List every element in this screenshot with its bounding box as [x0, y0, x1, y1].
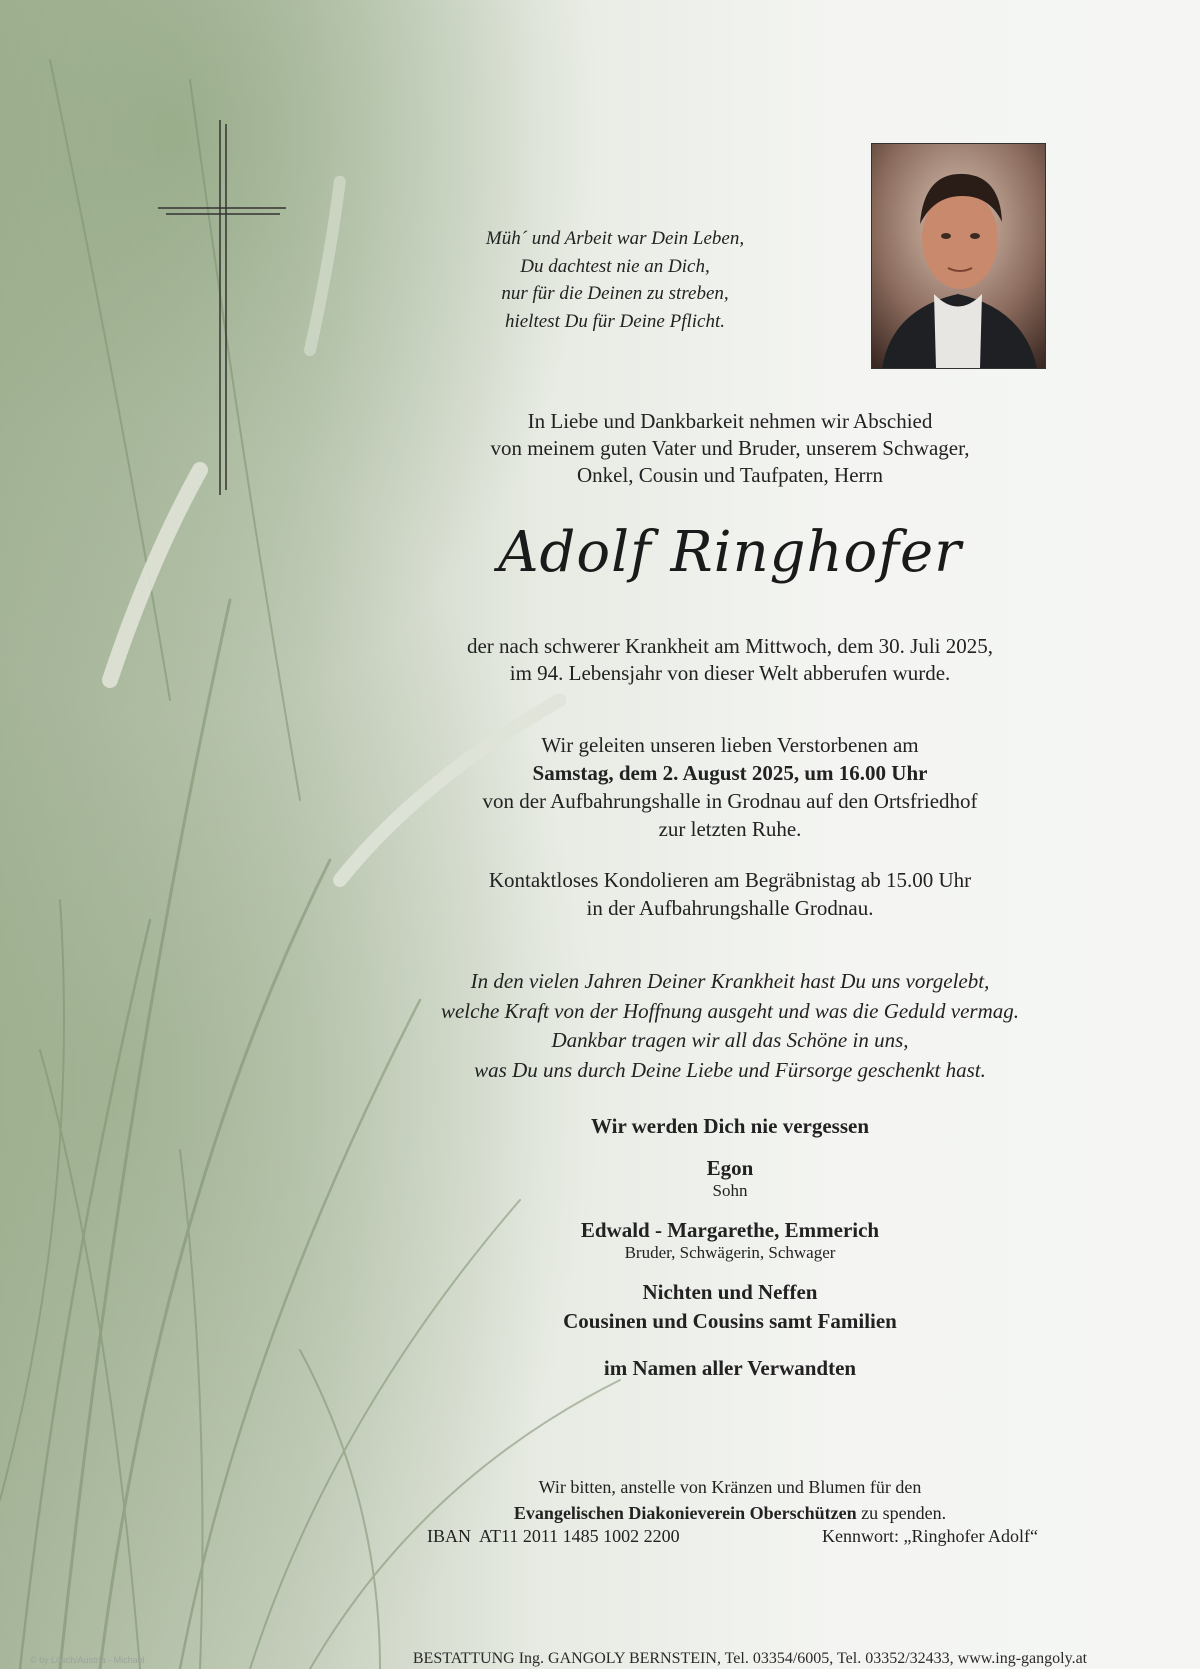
quote-line: was Du uns durch Deine Liebe und Fürsorge geschenkt hast. [474, 1057, 986, 1082]
donation-request [400, 1474, 1060, 1526]
funeral-line: Wir geleiten unseren lieben Verstorbenen am [541, 733, 919, 757]
donation-line: Wir bitten, anstelle von Kränzen und Blumen für den [538, 1477, 922, 1497]
death-notice [400, 633, 1060, 687]
condolence-line: in der Aufbahrungshalle Grodnau. [586, 896, 874, 920]
family-relation: Bruder, Schwägerin, Schwager [624, 1243, 836, 1262]
donation-line [400, 1500, 1060, 1526]
intro-line: Onkel, Cousin und Taufpaten, Herrn [576, 463, 884, 487]
iban: IBAN AT11 2011 1485 1002 2200 [427, 1526, 680, 1546]
condolence-line: Kontaktloses Kondolieren am Begräbnistag ab 15.00 Uhr [488, 868, 972, 892]
cross-icon [158, 120, 288, 495]
death-line: der nach schwerer Krankheit am Mittwoch, dem 30. Juli 2025, [466, 634, 994, 658]
funeral-line: zur letzten Ruhe. [658, 817, 802, 841]
funeral-home-footer: BESTATTUNG Ing. GANGOLY BERNSTEIN, Tel. 03354/6005, Tel. 03352/32433, www.ing-gangoly.at [412, 1650, 1088, 1667]
family-name: Edwald - Margarethe, Emmerich [580, 1218, 880, 1242]
intro-line: In Liebe und Dankbarkeit nehmen wir Abschied [527, 409, 933, 433]
family-relation: Sohn [712, 1181, 748, 1200]
poem [400, 225, 830, 335]
kennwort: Kennwort: „Ringhofer Adolf“ [822, 1526, 1038, 1546]
family-name: im Namen aller Verwandten [603, 1356, 857, 1380]
image-credit: © by Lösch/Austria - Michael [30, 1655, 145, 1665]
poem-line: hieltest Du für Deine Pflicht. [504, 310, 726, 332]
donation-org: Evangelischen Diakonieverein Oberschützen [513, 1503, 857, 1523]
never-forget-heading: Wir werden Dich nie vergessen [590, 1114, 870, 1138]
funeral-date: Samstag, dem 2. August 2025, um 16.00 Uhr [532, 761, 928, 785]
family-name: Egon [706, 1156, 754, 1180]
intro-line: von meinem guten Vater und Bruder, unserem Schwager, [490, 436, 970, 460]
poem-line: Du dachtest nie an Dich, [520, 255, 710, 277]
family-member [400, 1308, 1060, 1334]
quote-line: welche Kraft von der Hoffnung ausgeht und was die Geduld vermag. [440, 998, 1019, 1023]
funeral-line: von der Aufbahrungshalle in Grodnau auf den Ortsfriedhof [482, 789, 978, 813]
funeral-info [400, 731, 1060, 843]
family-member [400, 1155, 1060, 1201]
quote-line: Dankbar tragen wir all das Schöne in uns, [551, 1028, 909, 1052]
closing-quote [380, 967, 1080, 1085]
death-line: im 94. Lebensjahr von dieser Welt abberufen wurde. [509, 661, 951, 685]
quote-line: In den vielen Jahren Deiner Krankheit hast Du uns vorgelebt, [470, 969, 990, 993]
poem-line: Müh´ und Arbeit war Dein Leben, [485, 228, 745, 249]
family-name: Nichten und Neffen [642, 1280, 818, 1304]
portrait-photo [871, 143, 1046, 369]
deceased-name: Adolf Ringhofer [498, 520, 962, 585]
poem-line: nur für die Deinen zu streben, [501, 283, 729, 304]
family-member [400, 1217, 1060, 1263]
condolence-info [400, 866, 1060, 922]
intro-text [400, 408, 1060, 489]
donation-suffix: zu spenden. [856, 1503, 947, 1523]
family-member [400, 1279, 1060, 1305]
family-name: Cousinen und Cousins samt Familien [563, 1309, 897, 1333]
family-member [400, 1355, 1060, 1381]
